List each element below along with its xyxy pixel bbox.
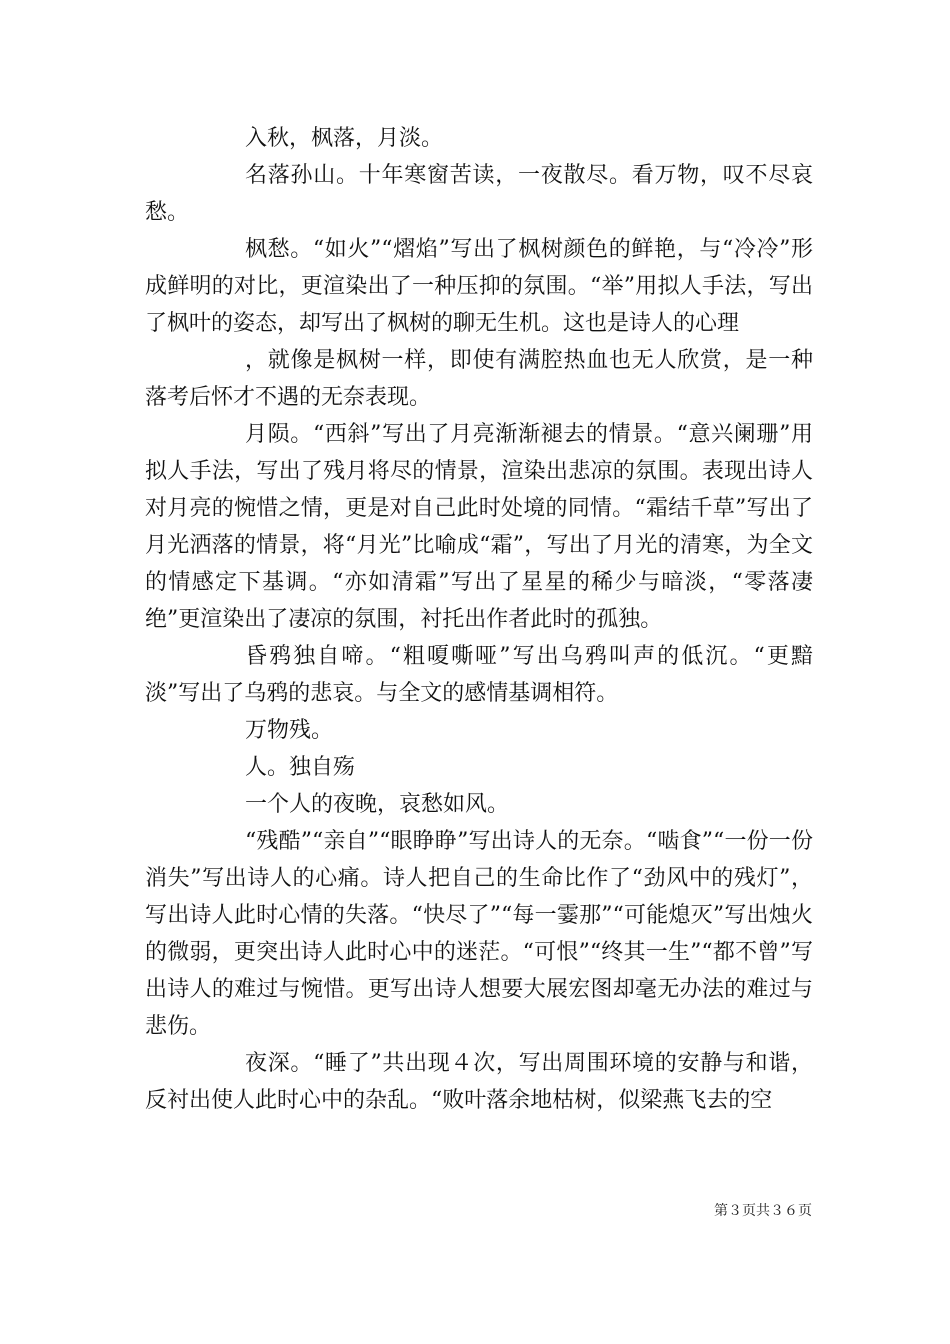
paragraph-5: 月陨。“西斜”写出了月亮渐渐褪去的情景。“意兴阑珊”用拟人手法，写出了残月将尽的情景，渲染出悲凉的氛围。表现出诗人对月亮的惋惜之情，更是对自己此时处境的同情。“霜结千草”写出了月光洒落的情景，将“月光”比喻成“霜”，写出了月光的清寒，为全文的情感定下基调。“亦如清霜”写出了星星的稀少与暗淡，“零落凄绝”更渲染出了凄凉的氛围，衬托出作者此时的孤独。 <box>145 422 813 632</box>
body-text <box>145 120 813 1119</box>
paragraph-3: 枫愁。“如火”“熠焰”写出了枫树颜色的鲜艳，与“冷冷”形成鲜明的对比，更渲染出了一种压抑的氛围。“举”用拟人手法，写出了枫叶的姿态，却写出了枫树的聊无生机。这也是诗人的心理 <box>145 237 813 336</box>
paragraph-2: 名落孙山。十年寒窗苦读，一夜散尽。看万物，叹不尽哀愁。 <box>145 163 813 225</box>
paragraph-4: ，就像是枫树一样，即使有满腔热血也无人欣赏，是一种落考后怀才不遇的无奈表现。 <box>145 348 813 410</box>
paragraph-10: “残酷”“亲自”“眼睁睁”写出诗人的无奈。“啮食”“一份一份消失”写出诗人的心痛。诗人把自己的生命比作了“劲风中的残灯”，写出诗人此时心情的失落。“快尽了”“每一霎那”“可能熄灭”写出烛火的微弱，更突出诗人此时心中的迷茫。“可恨”“终其一生”“都不曾”写出诗人的难过与惋惜。更写出诗人想要大展宏图却毫无办法的难过与悲伤。 <box>145 829 813 1039</box>
page-number-footer: 第３页共３６页 <box>714 1203 812 1219</box>
paragraph-1: 入秋，枫落，月淡。 <box>245 126 444 151</box>
paragraph-6: 昏鸦独自啼。“粗嗄嘶哑”写出乌鸦叫声的低沉。“更黯淡”写出了乌鸦的悲哀。与全文的感情基调相符。 <box>145 644 813 706</box>
paragraph-7: 万物残。 <box>245 718 334 743</box>
paragraph-9: 一个人的夜晚，哀愁如风。 <box>245 792 510 817</box>
paragraph-8: 人。独自殇 <box>245 755 356 780</box>
paragraph-11: 夜深。“睡了”共出现４次，写出周围环境的安静与和谐，反衬出使人此时心中的杂乱。“败叶落余地枯树，似梁燕飞去的空 <box>145 1051 813 1113</box>
